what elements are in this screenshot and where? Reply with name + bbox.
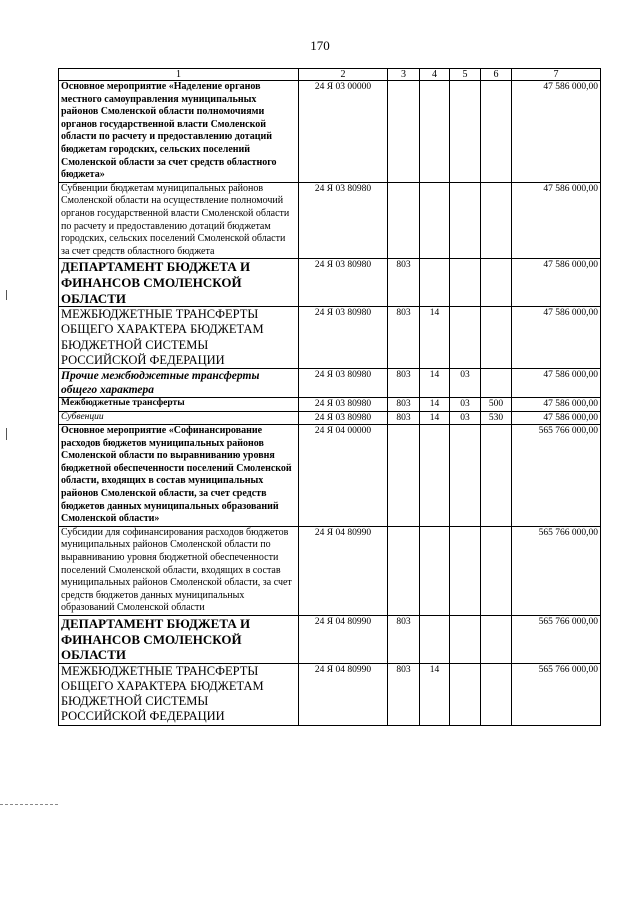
row-code-cell: 24 Я 03 00000 [299, 81, 388, 183]
row-subsection-cell [450, 307, 481, 369]
row-amount-cell: 47 586 000,00 [512, 307, 601, 369]
header-col-7: 7 [512, 69, 601, 81]
header-col-1: 1 [59, 69, 299, 81]
table-row [59, 425, 601, 527]
header-col-5: 5 [450, 69, 481, 81]
row-section-cell [420, 425, 450, 527]
row-section-cell [420, 526, 450, 615]
row-name-cell: Межбюджетные трансферты [59, 397, 299, 411]
row-expense-type-cell [481, 81, 512, 183]
row-expense-type-cell [481, 663, 512, 725]
row-ministry-cell: 803 [388, 663, 420, 725]
table-row [59, 368, 601, 397]
page-number: 170 [310, 38, 330, 53]
table-row [59, 526, 601, 615]
row-section-cell: 14 [420, 368, 450, 397]
row-code-cell: 24 Я 03 80980 [299, 307, 388, 369]
row-expense-type-cell [481, 307, 512, 369]
row-subsection-cell [450, 526, 481, 615]
header-col-4: 4 [420, 69, 450, 81]
row-ministry-cell [388, 182, 420, 259]
row-section-cell [420, 259, 450, 307]
scan-dash-line [0, 804, 58, 805]
row-ministry-cell [388, 526, 420, 615]
row-expense-type-cell [481, 526, 512, 615]
row-subsection-cell [450, 663, 481, 725]
row-section-cell [420, 81, 450, 183]
row-ministry-cell: 803 [388, 411, 420, 425]
row-expense-type-cell [481, 425, 512, 527]
row-amount-cell: 565 766 000,00 [512, 526, 601, 615]
row-section-cell: 14 [420, 397, 450, 411]
table-row [59, 616, 601, 664]
budget-table [58, 68, 601, 726]
row-name-cell: Прочие межбюджетные трансферты общего характера [59, 368, 299, 397]
row-code-cell: 24 Я 04 80990 [299, 663, 388, 725]
row-code-cell: 24 Я 03 80980 [299, 259, 388, 307]
row-code-cell: 24 Я 03 80980 [299, 368, 388, 397]
table-row [59, 81, 601, 183]
row-subsection-cell: 03 [450, 397, 481, 411]
header-col-2: 2 [299, 69, 388, 81]
row-section-cell [420, 616, 450, 664]
header-col-3: 3 [388, 69, 420, 81]
row-name-cell: ДЕПАРТАМЕНТ БЮДЖЕТА И ФИНАНСОВ СМОЛЕНСКОЙ ОБЛАСТИ [59, 616, 299, 664]
row-name-cell: Субсидии для софинансирования расходов бюджетов муниципальных районов Смоленской области по выравниванию уровня бюджетной обеспеченности поселений Смоленской области, входящих в состав муниципальных районов Смоленской области, за счет средств бюджетов данных муниципальных образований Смоленской области [59, 526, 299, 615]
row-subsection-cell [450, 81, 481, 183]
row-name-cell: МЕЖБЮДЖЕТНЫЕ ТРАНСФЕРТЫ ОБЩЕГО ХАРАКТЕРА БЮДЖЕТАМ БЮДЖЕТНОЙ СИСТЕМЫ РОССИЙСКОЙ ФЕДЕРАЦИИ [59, 663, 299, 725]
row-name-cell: Основное мероприятие «Наделение органов местного самоуправления муниципальных районов Смоленской области полномочиями органов государственной власти Смоленской области по расчету и предоставлению дотаций бюджетам городских, сельских поселений Смоленской области за счет средств областного бюджета» [59, 81, 299, 183]
row-ministry-cell: 803 [388, 616, 420, 664]
row-subsection-cell [450, 182, 481, 259]
row-name-cell: Субвенции бюджетам муниципальных районов Смоленской области на осуществление полномочий органов государственной власти Смоленской области по расчету и предоставлению дотаций бюджетам городских, сельских поселений Смоленской области за счет средств областного бюджета [59, 182, 299, 259]
row-amount-cell: 565 766 000,00 [512, 663, 601, 725]
row-section-cell: 14 [420, 663, 450, 725]
row-expense-type-cell: 530 [481, 411, 512, 425]
row-amount-cell: 565 766 000,00 [512, 425, 601, 527]
row-subsection-cell: 03 [450, 411, 481, 425]
row-subsection-cell [450, 616, 481, 664]
row-code-cell: 24 Я 04 80990 [299, 616, 388, 664]
row-amount-cell: 47 586 000,00 [512, 81, 601, 183]
row-code-cell: 24 Я 03 80980 [299, 397, 388, 411]
table-header-row [59, 69, 601, 81]
table-row [59, 259, 601, 307]
table-row [59, 411, 601, 425]
row-code-cell: 24 Я 03 80980 [299, 182, 388, 259]
row-expense-type-cell [481, 368, 512, 397]
table-row [59, 663, 601, 725]
row-expense-type-cell [481, 182, 512, 259]
row-expense-type-cell: 500 [481, 397, 512, 411]
row-amount-cell: 47 586 000,00 [512, 259, 601, 307]
row-code-cell: 24 Я 04 00000 [299, 425, 388, 527]
row-ministry-cell: 803 [388, 397, 420, 411]
row-code-cell: 24 Я 03 80980 [299, 411, 388, 425]
row-section-cell: 14 [420, 411, 450, 425]
row-ministry-cell: 803 [388, 307, 420, 369]
row-ministry-cell: 803 [388, 368, 420, 397]
row-amount-cell: 47 586 000,00 [512, 182, 601, 259]
row-name-cell: Субвенции [59, 411, 299, 425]
row-subsection-cell: 03 [450, 368, 481, 397]
table-row [59, 182, 601, 259]
row-ministry-cell [388, 425, 420, 527]
row-ministry-cell [388, 81, 420, 183]
row-name-cell: ДЕПАРТАМЕНТ БЮДЖЕТА И ФИНАНСОВ СМОЛЕНСКОЙ ОБЛАСТИ [59, 259, 299, 307]
row-amount-cell: 47 586 000,00 [512, 368, 601, 397]
row-name-cell: МЕЖБЮДЖЕТНЫЕ ТРАНСФЕРТЫ ОБЩЕГО ХАРАКТЕРА БЮДЖЕТАМ БЮДЖЕТНОЙ СИСТЕМЫ РОССИЙСКОЙ ФЕДЕРАЦИИ [59, 307, 299, 369]
row-amount-cell: 47 586 000,00 [512, 397, 601, 411]
scan-margin-mark [6, 428, 7, 440]
row-expense-type-cell [481, 616, 512, 664]
row-code-cell: 24 Я 04 80990 [299, 526, 388, 615]
row-ministry-cell: 803 [388, 259, 420, 307]
row-amount-cell: 565 766 000,00 [512, 616, 601, 664]
header-col-6: 6 [481, 69, 512, 81]
table-row [59, 307, 601, 369]
row-name-cell: Основное мероприятие «Софинансирование расходов бюджетов муниципальных районов Смоленской области по выравниванию уровня бюджетной обеспеченности поселений Смоленской области, входящих в состав муниципальных районов Смоленской области, за счет средств бюджетов данных муниципальных образований Смоленской области» [59, 425, 299, 527]
row-amount-cell: 47 586 000,00 [512, 411, 601, 425]
scan-margin-mark [6, 290, 7, 300]
row-section-cell [420, 182, 450, 259]
row-subsection-cell [450, 259, 481, 307]
row-subsection-cell [450, 425, 481, 527]
table-row [59, 397, 601, 411]
row-section-cell: 14 [420, 307, 450, 369]
row-expense-type-cell [481, 259, 512, 307]
